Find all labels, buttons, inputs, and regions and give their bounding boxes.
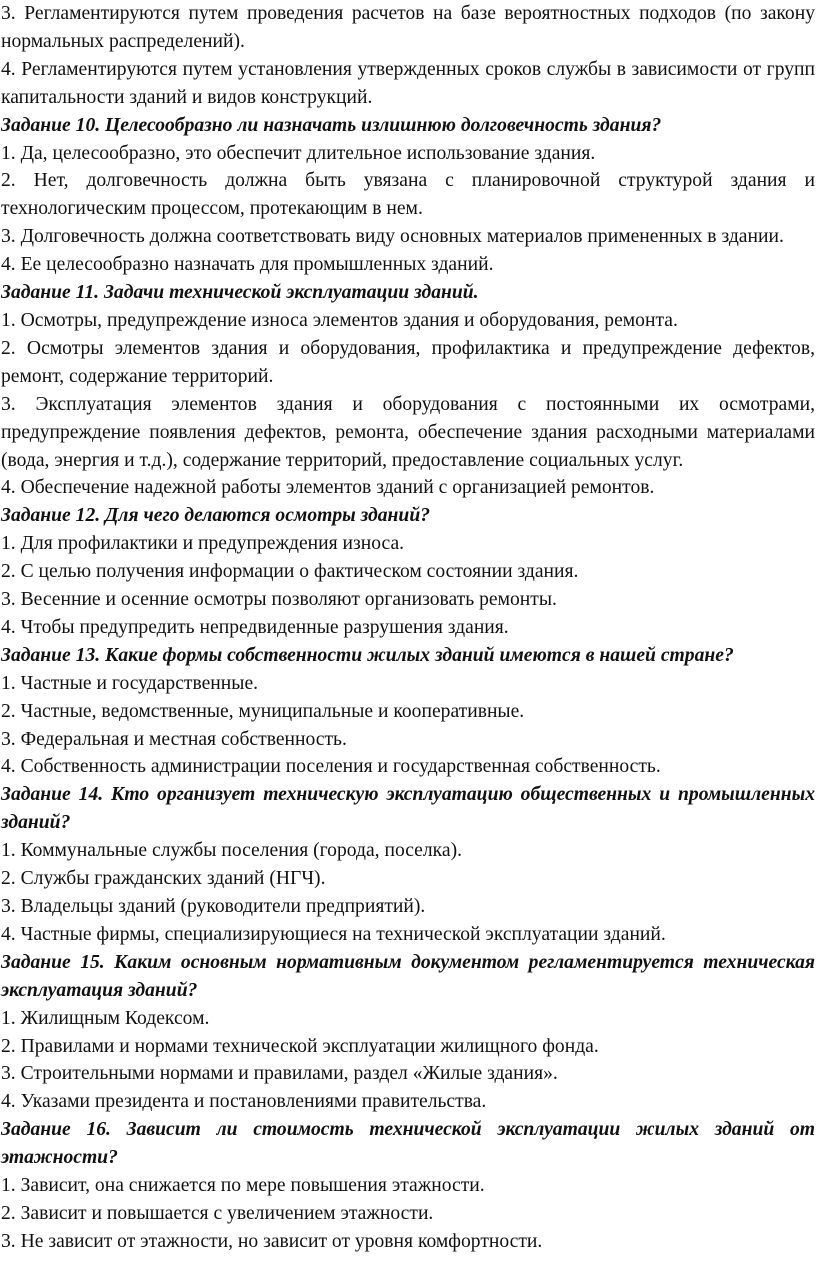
answer-line: 3. Долговечность должна соответствовать виду основных материалов примененных в здании. bbox=[1, 226, 784, 248]
answer-line: 3. Не зависит от этажности, но зависит от уровня комфортности. bbox=[1, 1230, 543, 1252]
answer-line: 4. Ее целесообразно назначать для промышленных зданий. bbox=[1, 254, 494, 276]
question-heading: Задание 10. Целесообразно ли назначать излишнюю долговечность здания? bbox=[1, 114, 662, 136]
answer-line: 1. Зависит, она снижается по мере повышения этажности. bbox=[1, 1175, 485, 1197]
answer-line: 2. Частные, ведомственные, муниципальные и кооперативные. bbox=[1, 700, 525, 722]
answer-line: 2. Зависит и повышается с увеличением этажности. bbox=[1, 1202, 434, 1224]
answer-line: 1. Коммунальные службы поселения (города, поселка). bbox=[1, 840, 462, 862]
answer-line: 1. Частные и государственные. bbox=[1, 672, 259, 694]
answer-line: 3. Строительными нормами и правилами, раздел «Жилые здания». bbox=[1, 1063, 558, 1085]
question-heading: Задание 15. Каким основным нормативным документом регламентируется техническая эксплуатация зданий? bbox=[1, 951, 815, 1001]
answer-line: 1. Для профилактики и предупреждения износа. bbox=[1, 533, 405, 555]
answer-line: 4. Чтобы предупредить непредвиденные разрушения здания. bbox=[1, 616, 509, 638]
question-heading: Задание 16. Зависит ли стоимость технической эксплуатации жилых зданий от этажности? bbox=[1, 1119, 815, 1169]
answer-line: 2. Осмотры элементов здания и оборудования, профилактика и предупреждение дефектов, ремонт, содержание территорий. bbox=[1, 337, 815, 387]
answer-line: 2. Нет, долговечность должна быть увязана с планировочной структурой здания и технологическим процессом, протекающим в нем. bbox=[1, 170, 815, 220]
answer-line: 3. Весенние и осенние осмотры позволяют организовать ремонты. bbox=[1, 589, 557, 611]
answer-line: 3. Федеральная и местная собственность. bbox=[1, 728, 347, 750]
answer-line: 1. Да, целесообразно, это обеспечит длительное использование здания. bbox=[1, 142, 596, 164]
question-heading: Задание 13. Какие формы собственности жилых зданий имеются в нашей стране? bbox=[1, 644, 734, 666]
answer-line: 3. Эксплуатация элементов здания и оборудования с постоянными их осмотрами, предупреждение появления дефектов, ремонта, обеспечение здания расходными материалами (вода, энергия и т.д.), содержание территорий, предоставление социальных услуг. bbox=[1, 393, 815, 471]
answer-line: 4. Собственность администрации поселения и государственная собственность. bbox=[1, 756, 661, 778]
answer-line: 2. Службы гражданских зданий (НГЧ). bbox=[1, 868, 326, 890]
question-heading: Задание 14. Кто организует техническую эксплуатацию общественных и промышленных зданий? bbox=[1, 784, 815, 834]
answer-line: 3. Владельцы зданий (руководители предприятий). bbox=[1, 896, 426, 917]
answer-line: 4. Указами президента и постановлениями правительства. bbox=[1, 1091, 487, 1113]
answer-line: 3. Регламентируются путем проведения расчетов на базе вероятностных подходов (по закону нормальных распределений). bbox=[1, 3, 815, 52]
question-heading: Задание 11. Задачи технической эксплуатации зданий. bbox=[1, 282, 479, 304]
answer-line: 2. С целью получения информации о фактическом состоянии здания. bbox=[1, 561, 579, 583]
answer-line: 1. Осмотры, предупреждение износа элементов здания и оборудования, ремонта. bbox=[1, 309, 678, 331]
answer-line: 4. Регламентируются путем установления утвержденных сроков службы в зависимости от групп капитальности зданий и видов конструкций. bbox=[1, 58, 815, 108]
answer-line: 2. Правилами и нормами технической эксплуатации жилищного фонда. bbox=[1, 1035, 599, 1057]
answer-line: 1. Жилищным Кодексом. bbox=[1, 1007, 210, 1029]
question-heading: Задание 12. Для чего делаются осмотры зданий? bbox=[1, 505, 431, 527]
answer-line: 4. Частные фирмы, специализирующиеся на технической эксплуатации зданий. bbox=[1, 923, 666, 945]
answer-line: 4. Обеспечение надежной работы элементов зданий с организацией ремонтов. bbox=[1, 477, 655, 499]
